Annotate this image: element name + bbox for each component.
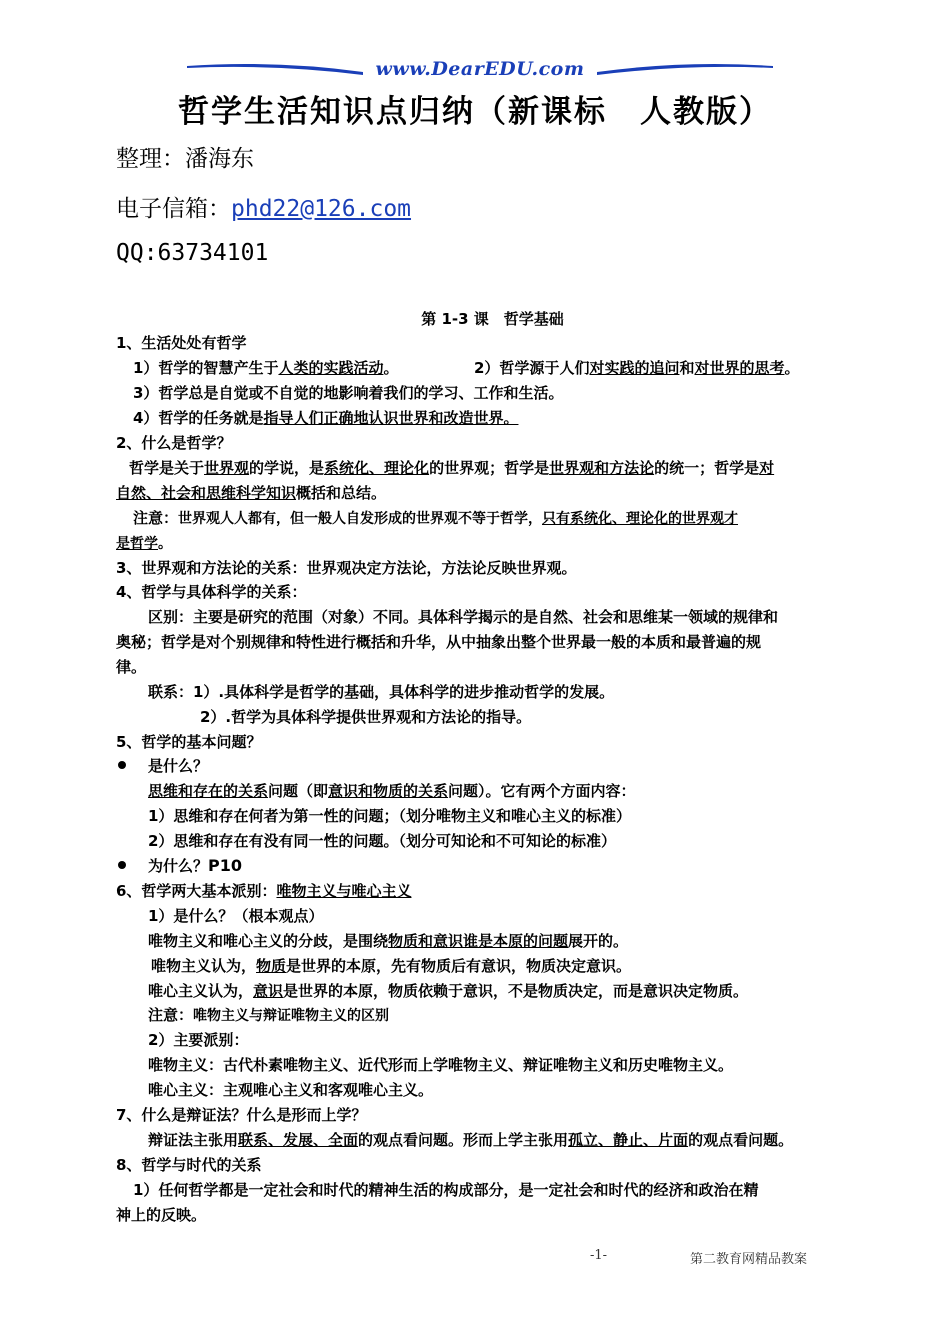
s6-line-3: 唯心主义认为，意识是世界的本原，物质依赖于意识，不是物质决定，而是意识决定物质。 bbox=[148, 982, 749, 1000]
section-6-heading: 6、哲学两大基本派别：唯物主义与唯心主义 bbox=[116, 882, 412, 900]
s2-note: 注意：世界观人人都有，但一般人自发形成的世界观不等于哲学，只有系统化、理论化的世界观才 bbox=[133, 509, 739, 527]
s6-materialism: 唯物主义：古代朴素唯物主义、近代形而上学唯物主义、辩证唯物主义和历史唯物主义。 bbox=[148, 1056, 734, 1074]
s4-link-1: 联系：1）.具体科学是哲学的基础，具体科学的进步推动哲学的发展。 bbox=[148, 683, 615, 701]
s6-line-2: 唯物主义认为，物质是世界的本原，先有物质后有意识，物质决定意识。 bbox=[151, 957, 632, 975]
page-title: 哲学生活知识点归纳（新课标 人教版） bbox=[178, 94, 772, 130]
s2-line-1: 哲学是关于世界观的学说，是系统化、理论化的世界观；哲学是世界观和方法论的统一；哲学是对 bbox=[129, 459, 775, 477]
section-2-heading: 2、什么是哲学？ bbox=[116, 434, 232, 452]
s1-point-4: 4）哲学的任务就是指导人们正确地认识世界和改造世界。 bbox=[133, 409, 519, 427]
section-4-heading: 4、哲学与具体科学的关系： bbox=[116, 583, 307, 601]
s4-diff-1: 区别：主要是研究的范围（对象）不同。具体科学揭示的是自然、社会和思维某一领域的规律和 bbox=[148, 608, 779, 626]
section-3: 3、世界观和方法论的关系：世界观决定方法论，方法论反映世界观。 bbox=[116, 559, 577, 577]
email-line bbox=[116, 190, 411, 223]
s6-question-1: 1）是什么？（根本观点） bbox=[148, 907, 324, 925]
section-7-heading: 7、什么是辩证法？什么是形而上学？ bbox=[116, 1106, 367, 1124]
s6-line-1: 唯物主义和唯心主义的分歧，是围绕物质和意识谁是本原的问题展开的。 bbox=[148, 932, 629, 950]
section-5-heading: 5、哲学的基本问题？ bbox=[116, 733, 262, 751]
s1-point-2: 2）哲学源于人们对实践的追问和对世界的思考。 bbox=[474, 359, 800, 377]
section-8-heading: 8、哲学与时代的关系 bbox=[116, 1156, 262, 1174]
s1-point-1: 1）哲学的智慧产生于人类的实践活动。 bbox=[133, 359, 399, 377]
s1-point-3: 3）哲学总是自觉或不自觉的地影响着我们的学习、工作和生活。 bbox=[133, 384, 564, 402]
s2-line-2: 自然、社会和思维科学知识概括和总结。 bbox=[116, 484, 387, 502]
site-url[interactable]: www.DearEDU.com bbox=[375, 58, 585, 80]
email-link[interactable]: phd22@126.com bbox=[231, 196, 412, 222]
bullet-dot-icon bbox=[118, 761, 126, 769]
s6-note: 注意：唯物主义与辩证唯物主义的区别 bbox=[148, 1006, 390, 1024]
s2-note-cont: 是哲学。 bbox=[116, 536, 172, 552]
s5-bullet-why: 为什么？P10 bbox=[148, 856, 243, 875]
page-number: -1- bbox=[590, 1248, 608, 1263]
s8-line-2: 神上的反映。 bbox=[116, 1206, 207, 1224]
section-1-heading: 1、生活处处有哲学 bbox=[116, 334, 247, 352]
s5-bullet-what: 是什么？ bbox=[148, 757, 209, 775]
email-label: 电子信箱： bbox=[116, 196, 231, 222]
footer-source: 第二教育网精品教案 bbox=[690, 1252, 808, 1267]
s8-line-1: 1）任何哲学都是一定社会和时代的精神生活的构成部分，是一定社会和时代的经济和政治在精 bbox=[133, 1181, 759, 1199]
s5-what-definition: 思维和存在的关系问题（即意识和物质的关系问题）。它有两个方面内容： bbox=[148, 782, 636, 800]
s4-link-2: 2）.哲学为具体科学提供世界观和方法论的指导。 bbox=[200, 708, 532, 726]
qq-line: QQ:63734101 bbox=[116, 240, 269, 266]
bullet-dot-icon bbox=[118, 861, 126, 869]
s7-line: 辩证法主张用联系、发展、全面的观点看问题。形而上学主张用孤立、静止、片面的观点看问题。 bbox=[148, 1131, 794, 1149]
lesson-heading: 第 1-3 课 哲学基础 bbox=[421, 310, 564, 328]
s6-idealism: 唯心主义：主观唯心主义和客观唯心主义。 bbox=[148, 1081, 434, 1099]
s4-diff-3: 律。 bbox=[116, 658, 147, 676]
s5-item-2: 2）思维和存在有没有同一性的问题。（划分可知论和不可知论的标准） bbox=[148, 832, 616, 850]
site-banner bbox=[185, 58, 775, 84]
s6-question-2: 2）主要派别： bbox=[148, 1031, 249, 1049]
author-line: 整理：潘海东 bbox=[116, 146, 254, 172]
s5-item-1: 1）思维和存在何者为第一性的问题；（划分唯物主义和唯心主义的标准） bbox=[148, 807, 631, 825]
s4-diff-2: 奥秘；哲学是对个别规律和特性进行概括和升华，从中抽象出整个世界最一般的本质和最普遍的规 bbox=[116, 633, 762, 651]
